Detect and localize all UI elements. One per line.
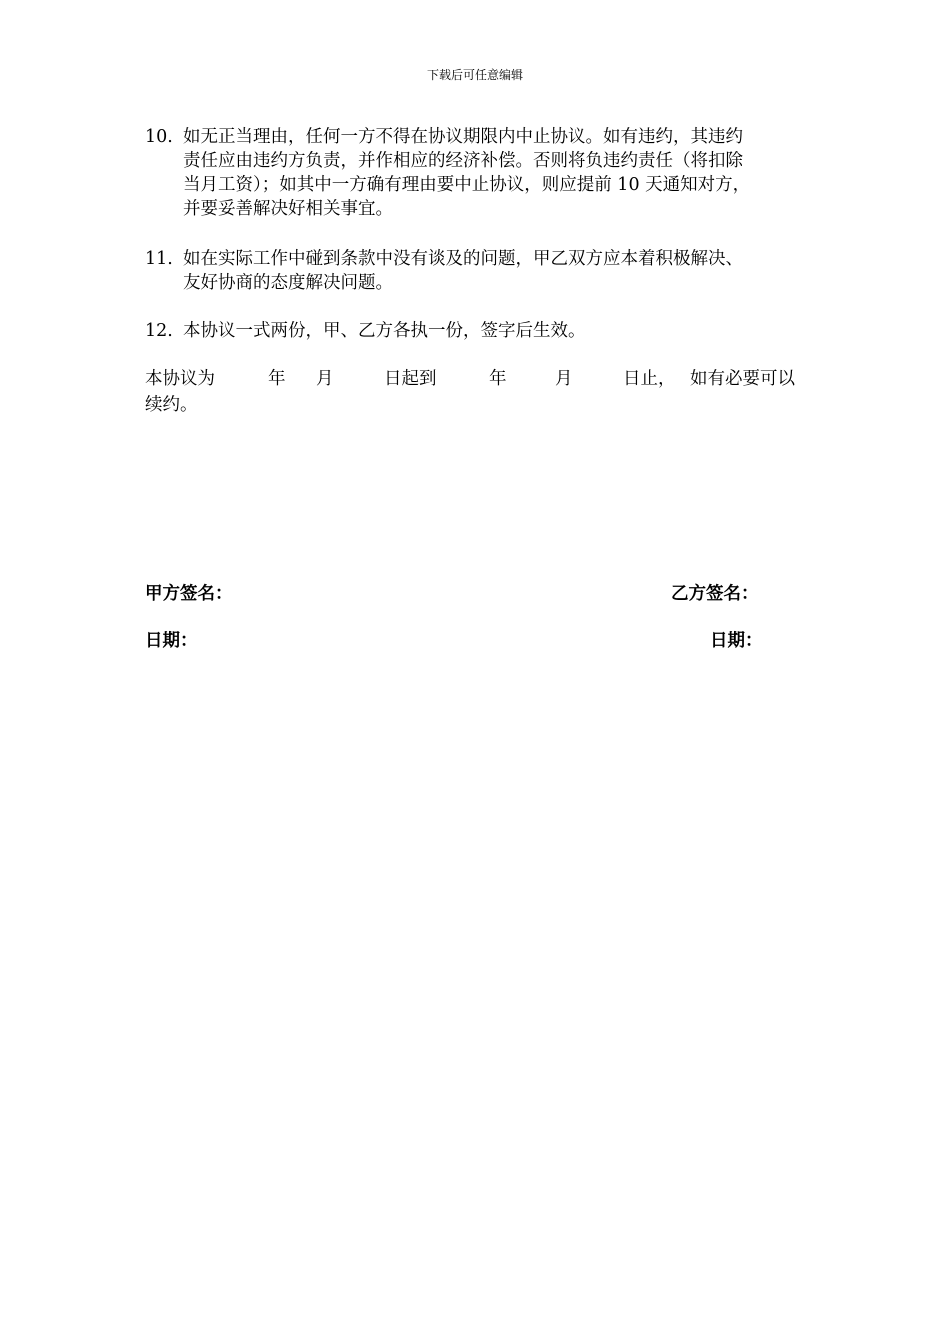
clause-10 [145, 125, 815, 221]
term-month-start: 月 [316, 369, 334, 389]
clause-line: 如无正当理由，任何一方不得在协议期限内中止协议。如有违约，其违约 [183, 127, 743, 147]
clause-line: 本协议一式两份，甲、乙方各执一份，签字后生效。 [183, 321, 586, 341]
term-suffix: 如有必要可以 [690, 369, 795, 389]
term-year-start: 年 [268, 369, 286, 389]
clause-number: 11. [145, 249, 173, 269]
clause-line: 当月工资）；如其中一方确有理由要中止协议，则应提前 10 天通知对方， [183, 175, 751, 195]
clause-11 [145, 247, 815, 295]
clause-line: 友好协商的态度解决问题。 [183, 273, 393, 293]
clause-number: 12. [145, 321, 173, 341]
term-continuation: 续约。 [145, 395, 198, 415]
page-header: 下载后可任意编辑 [426, 68, 523, 82]
party-b-date-label: 日期： [710, 631, 763, 651]
clause-line: 并要妥善解决好相关事宜。 [183, 199, 393, 219]
term-prefix: 本协议为 [145, 369, 215, 389]
clause-number: 10. [145, 127, 173, 147]
term-day-from: 日起到 [384, 369, 437, 389]
party-a-date-label: 日期： [145, 631, 198, 651]
party-b-signature-label: 乙方签名： [671, 584, 759, 604]
clause-12 [145, 319, 815, 343]
term-month-end: 月 [555, 369, 573, 389]
clause-line: 如在实际工作中碰到条款中没有谈及的问题，甲乙双方应本着积极解决、 [183, 249, 743, 269]
term-day-to: 日止， [623, 369, 676, 389]
term-year-end: 年 [489, 369, 507, 389]
party-a-signature-label: 甲方签名： [145, 584, 233, 604]
clause-line: 责任应由违约方负责，并作相应的经济补偿。否则将负违约责任（将扣除 [183, 151, 743, 171]
agreement-term [145, 366, 815, 418]
